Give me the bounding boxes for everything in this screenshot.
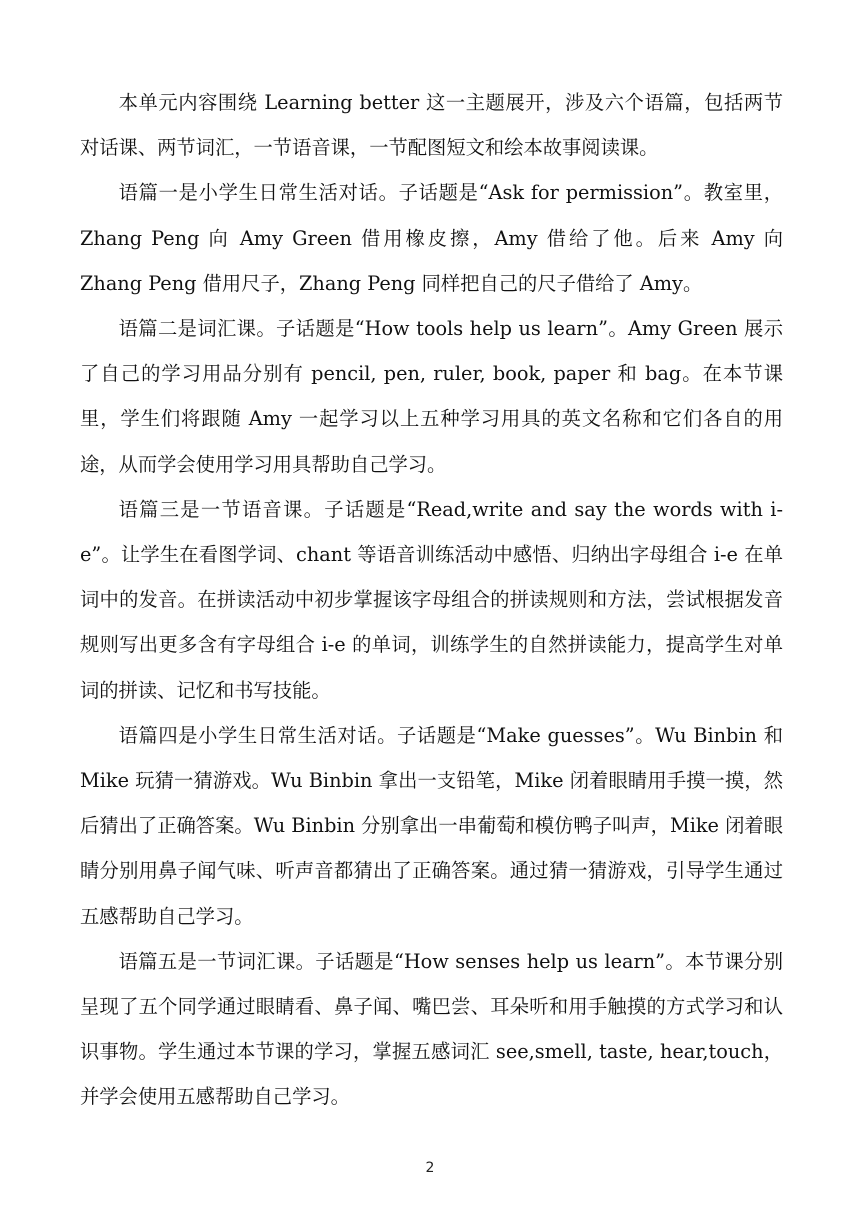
paragraph-text-four: 语篇四是小学生日常生活对话。子话题是“Make guesses”。Wu Binbin 和 Mike 玩猜一猜游戏。Wu Binbin 拿出一支铅笔，Mike 闭着眼睛用手摸一摸，然后猜出了正确答案。Wu Binbin 分别拿出一串葡萄和模仿鸭子叫声，Mike 闭着眼睛分别用鼻子闻气味、听声音都猜出了正确答案。通过猜一猜游戏，引导学生通过五感帮助自己学习。 [80, 723, 783, 928]
paragraph-text-one: 语篇一是小学生日常生活对话。子话题是“Ask for permission”。教室里，Zhang Peng 向 Amy Green 借用橡皮擦，Amy 借给了他。后来 Amy 向 Zhang Peng 借用尺子，Zhang Peng 同样把自己的尺子借给了 Amy。 [80, 181, 783, 295]
page-number: 2 [425, 1160, 435, 1176]
paragraph-text-five: 语篇五是一节词汇课。子话题是“How senses help us learn”。本节课分别呈现了五个同学通过眼睛看、鼻子闻、嘴巴尝、耳朵听和用手触摸的方式学习和认识事物。学生通过本节课的学习，掌握五感词汇 see,smell, taste, hear,touch，并学会使用五感帮助自己学习。 [80, 949, 783, 1109]
document-body [80, 80, 783, 1120]
paragraph-text-three: 语篇三是一节语音课。子话题是“Read,write and say the words with i-e”。让学生在看图学词、chant 等语音训练活动中感悟、归纳出字母组合 i-e 在单词中的发音。在拼读活动中初步掌握该字母组合的拼读规则和方法，尝试根据发音规则写出更多含有字母组合 i-e 的单词，训练学生的自然拼读能力，提高学生对单词的拼读、记忆和书写技能。 [80, 497, 783, 702]
paragraph-text-two: 语篇二是词汇课。子话题是“How tools help us learn”。Amy Green 展示了自己的学习用品分别有 pencil, pen, ruler, book, paper 和 bag。在本节课里，学生们将跟随 Amy 一起学习以上五种学习用具的英文名称和它们各自的用途，从而学会使用学习用具帮助自己学习。 [80, 317, 783, 476]
paragraph-unit-overview: 本单元内容围绕 Learning better 这一主题展开，涉及六个语篇，包括两节对话课、两节词汇，一节语音课，一节配图短文和绘本故事阅读课。 [80, 91, 783, 160]
